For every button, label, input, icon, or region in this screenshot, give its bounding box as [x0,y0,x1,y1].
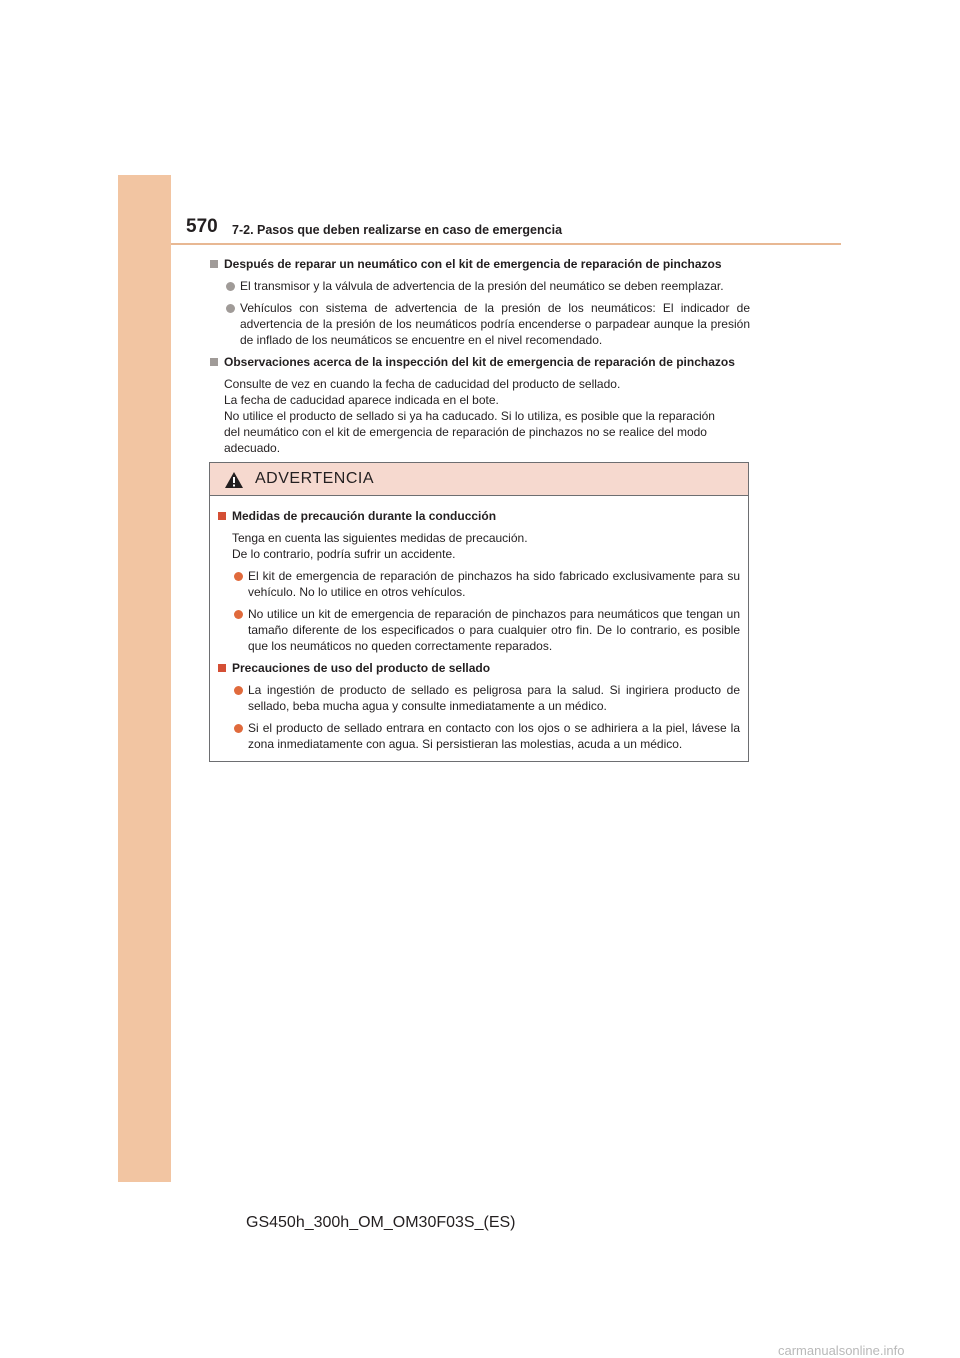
circle-bullet-icon [234,686,243,695]
square-bullet-icon [210,260,218,268]
warning-body [210,496,748,752]
warning-title: ADVERTENCIA [255,470,375,487]
warning-header [210,463,748,496]
section-heading-inspection: Observaciones acerca de la inspección del kit de emergencia de reparación de pinchazos [210,354,750,370]
chapter-sidebar-tab [118,175,171,1182]
warning-triangle-icon [224,471,244,489]
page-number: 570 [186,216,218,237]
circle-bullet-icon [234,724,243,733]
header-divider [171,243,841,245]
circle-bullet-icon [234,610,243,619]
manual-code-footer: GS450h_300h_OM_OM30F03S_(ES) [246,1214,516,1231]
warning-box [209,462,749,762]
inspection-paragraph: Consulte de vez en cuando la fecha de caducidad del producto de sellado. La fecha de caducidad aparece indicada en el bote. No utilice el producto de sellado si ya ha caducado. Si lo utiliza, es posible que la reparación del neumático con el kit de emergencia de reparación de pinchazos no se realice del modo adecuado. [224,377,715,455]
square-bullet-icon [218,512,226,520]
warning-paragraph: Tenga en cuenta las siguientes medidas de precaución. De lo contrario, podría sufrir un accidente. [232,531,528,561]
list-item: Vehículos con sistema de advertencia de la presión de los neumáticos: El indicador de advertencia de la presión de los neumáticos podría encenderse o parpadear aunque la presión de inflado de los neumáticos se encuentre en el nivel recomendado. [210,300,750,348]
square-bullet-icon [218,664,226,672]
list-item: No utilice un kit de emergencia de reparación de pinchazos para neumáticos que tengan un tamaño diferente de los especificados o para cualquier otro fin. De lo contrario, es posible que los neumáticos no queden correctamente reparados. [218,606,740,654]
list-item: La ingestión de producto de sellado es peligrosa para la salud. Si ingiriera producto de sellado, beba mucha agua y consulte inmediatamente a un médico. [218,682,740,714]
list-item: Si el producto de sellado entrara en contacto con los ojos o se adhiriera a la piel, lávese la zona inmediatamente con agua. Si persistieran las molestias, acuda a un médico. [218,720,740,752]
main-content [210,256,750,462]
section-heading-after-repair: Después de reparar un neumático con el kit de emergencia de reparación de pinchazos [210,256,750,272]
list-item: El transmisor y la válvula de advertencia de la presión del neumático se deben reemplazar. [210,278,750,294]
circle-bullet-icon [226,282,235,291]
list-item: El kit de emergencia de reparación de pinchazos ha sido fabricado exclusivamente para su vehículo. No lo utilice en otros vehículos. [218,568,740,600]
warning-heading-sealant: Precauciones de uso del producto de sellado [218,660,740,676]
square-bullet-icon [210,358,218,366]
circle-bullet-icon [234,572,243,581]
watermark: carmanualsonline.info [778,1343,905,1358]
circle-bullet-icon [226,304,235,313]
warning-heading-driving: Medidas de precaución durante la conducción [218,508,740,524]
section-title: 7-2. Pasos que deben realizarse en caso de emergencia [232,223,563,237]
